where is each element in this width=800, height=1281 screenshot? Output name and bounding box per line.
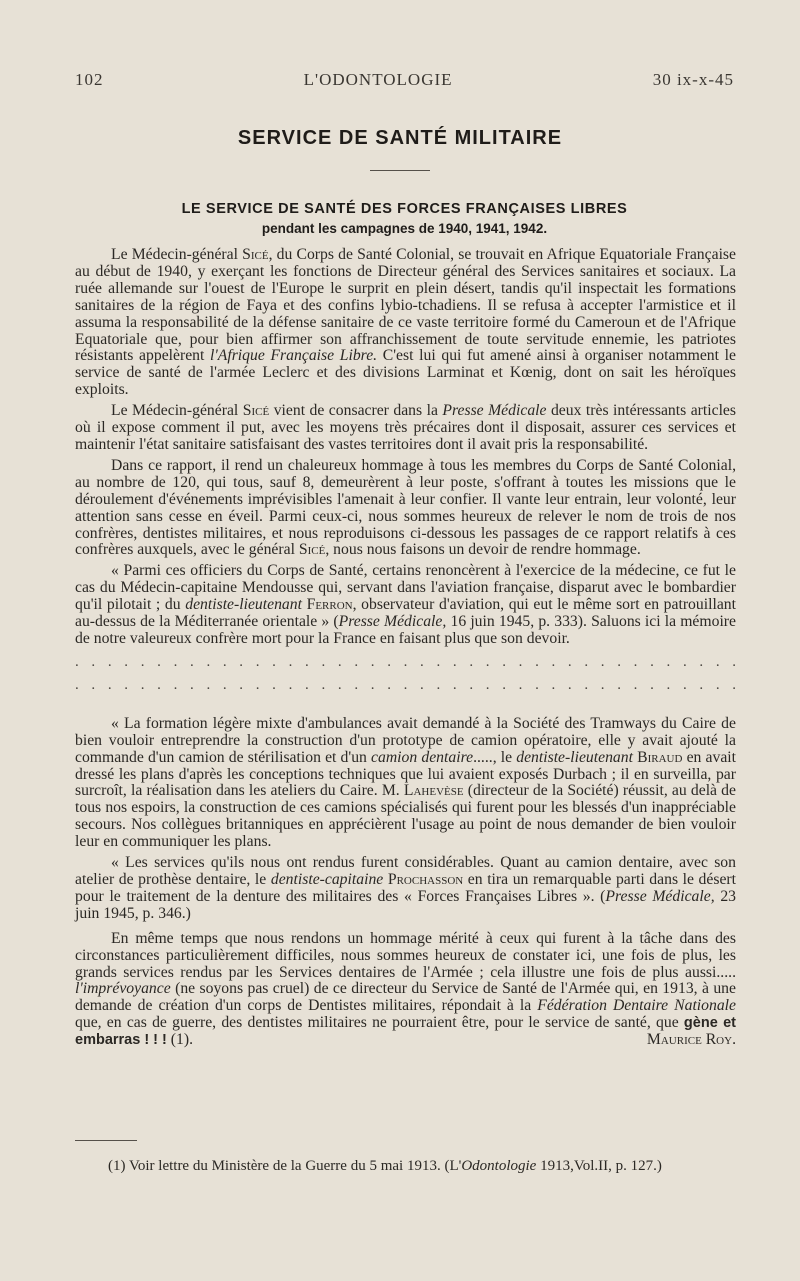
paragraph-3 bbox=[75, 458, 736, 559]
text: deux très intéressants articles où il expose comment il put, avec les moyens très précaires dont il disposait, assurer ces services et maintenir l'état sanitaire satisfaisant des vastes territoires dont il avait pris la responsabilité. bbox=[75, 402, 737, 453]
text: 1913,Vol.II, p. 127.) bbox=[536, 1158, 662, 1174]
paragraph-6 bbox=[75, 855, 736, 923]
page-number: 102 bbox=[75, 70, 104, 89]
paragraph-2 bbox=[75, 403, 736, 454]
emphasis: l'imprévoyance bbox=[75, 980, 171, 998]
person-name: Ferron bbox=[306, 596, 353, 614]
emphasis: camion dentaire bbox=[371, 748, 474, 766]
paragraph-7 bbox=[75, 931, 736, 1049]
paragraph-5 bbox=[75, 716, 736, 851]
emphasis: dentiste-lieutenant bbox=[516, 748, 633, 766]
paragraph-1 bbox=[75, 247, 736, 399]
text: « Les services qu'ils nous ont rendus furent considérables. Quant au camion dentaire, avec son atelier de prothèse dentaire, le bbox=[75, 854, 736, 888]
text: « Parmi ces officiers du Corps de Santé, certains renoncèrent à l'exercice de la médecine, ce fut le cas du Médecin-capitaine Mendousse qui, servant dans l'aviation française, disparut avec le bombardier qu'il pilotait ; du bbox=[75, 562, 736, 614]
emphasis: Presse Médicale, bbox=[605, 887, 715, 905]
text: Le Médecin-général bbox=[111, 246, 243, 263]
text: en avait dressé les plans d'après les conceptions techniques que lui avaient exposés Durbach ; il en surveilla, par surcroît, la réalisation dans les ateliers du Caire. M. bbox=[75, 748, 737, 800]
text: C'est lui qui fut amené ainsi à organiser notamment le service de santé de l'armée Leclerc et des divisions Larminat et Kœnig, dont on sait les héroïques exploits. bbox=[75, 347, 736, 399]
author-signature: Maurice Roy. bbox=[646, 1031, 736, 1049]
text: 16 juin 1945, p. 333). Saluons ici la mémoire de notre valeureux confrère mort pour la France en faisant plus que son devoir. bbox=[75, 613, 736, 647]
emphasis: dentiste-lieutenant bbox=[185, 596, 302, 614]
subtitle-line-1: LE SERVICE DE SANTÉ DES FORCES FRANÇAISES LIBRES bbox=[181, 201, 628, 217]
text: que, en cas de guerre, des dentistes militaires ne pourraient être, pour le service de santé, que bbox=[75, 1014, 684, 1032]
text: (directeur de la Société) réussit, au delà de tous nos espoirs, la construction de ces camions spécialisés qui furent pour les blessés d'un inappréciable secours. Nos collègues britanniques en apprécièrent l'usage au point de nous demander de bien vouloir leur en communiquer les plans. bbox=[75, 782, 736, 851]
text: , observateur d'aviation, qui eut le même sort en patrouillant au-dessus de la Méditerranée orientale » ( bbox=[75, 596, 736, 631]
text: (1). bbox=[166, 1031, 194, 1049]
person-name: Biraud bbox=[637, 748, 683, 766]
text: , du Corps de Santé Colonial, se trouvait en Afrique Equatoriale Française au début de 1940, y exerçant les fonctions de Directeur général des Services sanitaires et sociaux. La ruée allemande sur l'ouest de l'Europe le surprit en plein désert, tandis qu'il inspectait les formations sanitaires de la région de Faya et des confins lybio-tchadiens. Il se refusa à accepter l'armistice et il assuma la responsabilité de la défense sanitaire de ce vaste territoire formé du Cameroun et de l'Afrique Equatoriale que, pour bien affirmer son affranchissement de toute servitude ennemie, les patriotes résistants appelèrent bbox=[75, 246, 736, 365]
emphasis: Odontologie bbox=[461, 1158, 537, 1174]
running-head bbox=[75, 70, 734, 90]
article-subtitle bbox=[75, 199, 734, 239]
emphasis: Presse Médicale, bbox=[338, 613, 447, 631]
text: vient de consacrer dans la bbox=[269, 402, 443, 420]
paragraph-4 bbox=[75, 563, 736, 648]
person-name: Sicé bbox=[242, 246, 269, 263]
section-title: SERVICE DE SANTÉ MILITAIRE bbox=[237, 127, 563, 149]
text: Dans ce rapport, il rend un chaleureux hommage à tous les membres du Corps de Santé Colonial, au nombre de 120, qui tous, sauf 8, demeurèrent à leur poste, s'offrant à toutes les missions que le déroulement d'événements imprévisibles l'amenait à leur confier. Il vante leur entrain, leur volonté, leur attention sans cesse en éveil. Parmi ceux-ci, nous sommes heureux de relever le nom de trois de nos confrères, dentistes militaires, et nous reproduisons ci-dessous les passages de ce rapport relatifs à ces confrères auxquels, avec le général bbox=[75, 456, 736, 559]
ellipsis-line: . . . . . . . . . . . . . . . . . . . . . . . . . . . . . . . . . . . . . . . . . bbox=[75, 676, 736, 693]
bold-text: gène et embarras ! ! ! bbox=[75, 1015, 736, 1049]
text: 23 juin 1945, p. 346.) bbox=[75, 887, 737, 922]
person-name: Prochasson bbox=[387, 871, 464, 888]
emphasis: l'Afrique Française Libre. bbox=[210, 347, 378, 365]
person-name: Lahevèse bbox=[403, 782, 464, 800]
text: ....., le bbox=[473, 748, 517, 766]
journal-title: L'ODONTOLOGIE bbox=[303, 70, 453, 89]
title-rule bbox=[370, 170, 430, 171]
emphasis: Fédération Dentaire Nationale bbox=[537, 997, 737, 1015]
text: en tira un remarquable parti dans le désert pour le traitement de la denture des militaires des « Forces Françaises Libres ». ( bbox=[75, 871, 737, 905]
spacer bbox=[75, 694, 736, 716]
ellipsis-line: . . . . . . . . . . . . . . . . . . . . . . . . . . . . . . . . . . . . . . . . . bbox=[75, 653, 736, 670]
issue-date: 30 ix-x-45 bbox=[652, 70, 734, 89]
text: (1) Voir lettre du Ministère de la Guerre du 5 mai 1913. (L' bbox=[108, 1158, 462, 1174]
text: (ne soyons pas cruel) de ce directeur du Service de Santé de l'Armée qui, en 1913, à une demande de création d'un corps de Dentistes militaires, répondait à la bbox=[75, 980, 736, 1015]
footnote bbox=[75, 1158, 736, 1175]
text: En même temps que nous rendons un hommage mérité à ceux qui furent à la tâche dans des circonstances particulièrement difficiles, nous sommes heureux de constater ici, une fois de plus, les grands services rendus par les Services dentaires de l'Armée ; cela illustre une fois de plus aussi..... bbox=[75, 929, 736, 981]
emphasis: Presse Médicale bbox=[442, 402, 547, 420]
person-name: Sicé bbox=[298, 541, 326, 559]
text: « La formation légère mixte d'ambulances avait demandé à la Société des Tramways du Caire de bien vouloir entreprendre la construction d'un prototype de camion opératoire, elle y avait ajouté la commande d'un camion de stérilisation et d'un bbox=[75, 714, 736, 766]
footnote-rule bbox=[75, 1140, 137, 1141]
article-body bbox=[75, 247, 736, 1053]
person-name: Sicé bbox=[242, 402, 270, 420]
text: , nous nous faisons un devoir de rendre hommage. bbox=[325, 541, 641, 559]
text: Le Médecin-général bbox=[111, 402, 243, 420]
subtitle-line-2: pendant les campagnes de 1940, 1941, 1942. bbox=[261, 221, 548, 236]
emphasis: dentiste-capitaine bbox=[270, 871, 384, 888]
